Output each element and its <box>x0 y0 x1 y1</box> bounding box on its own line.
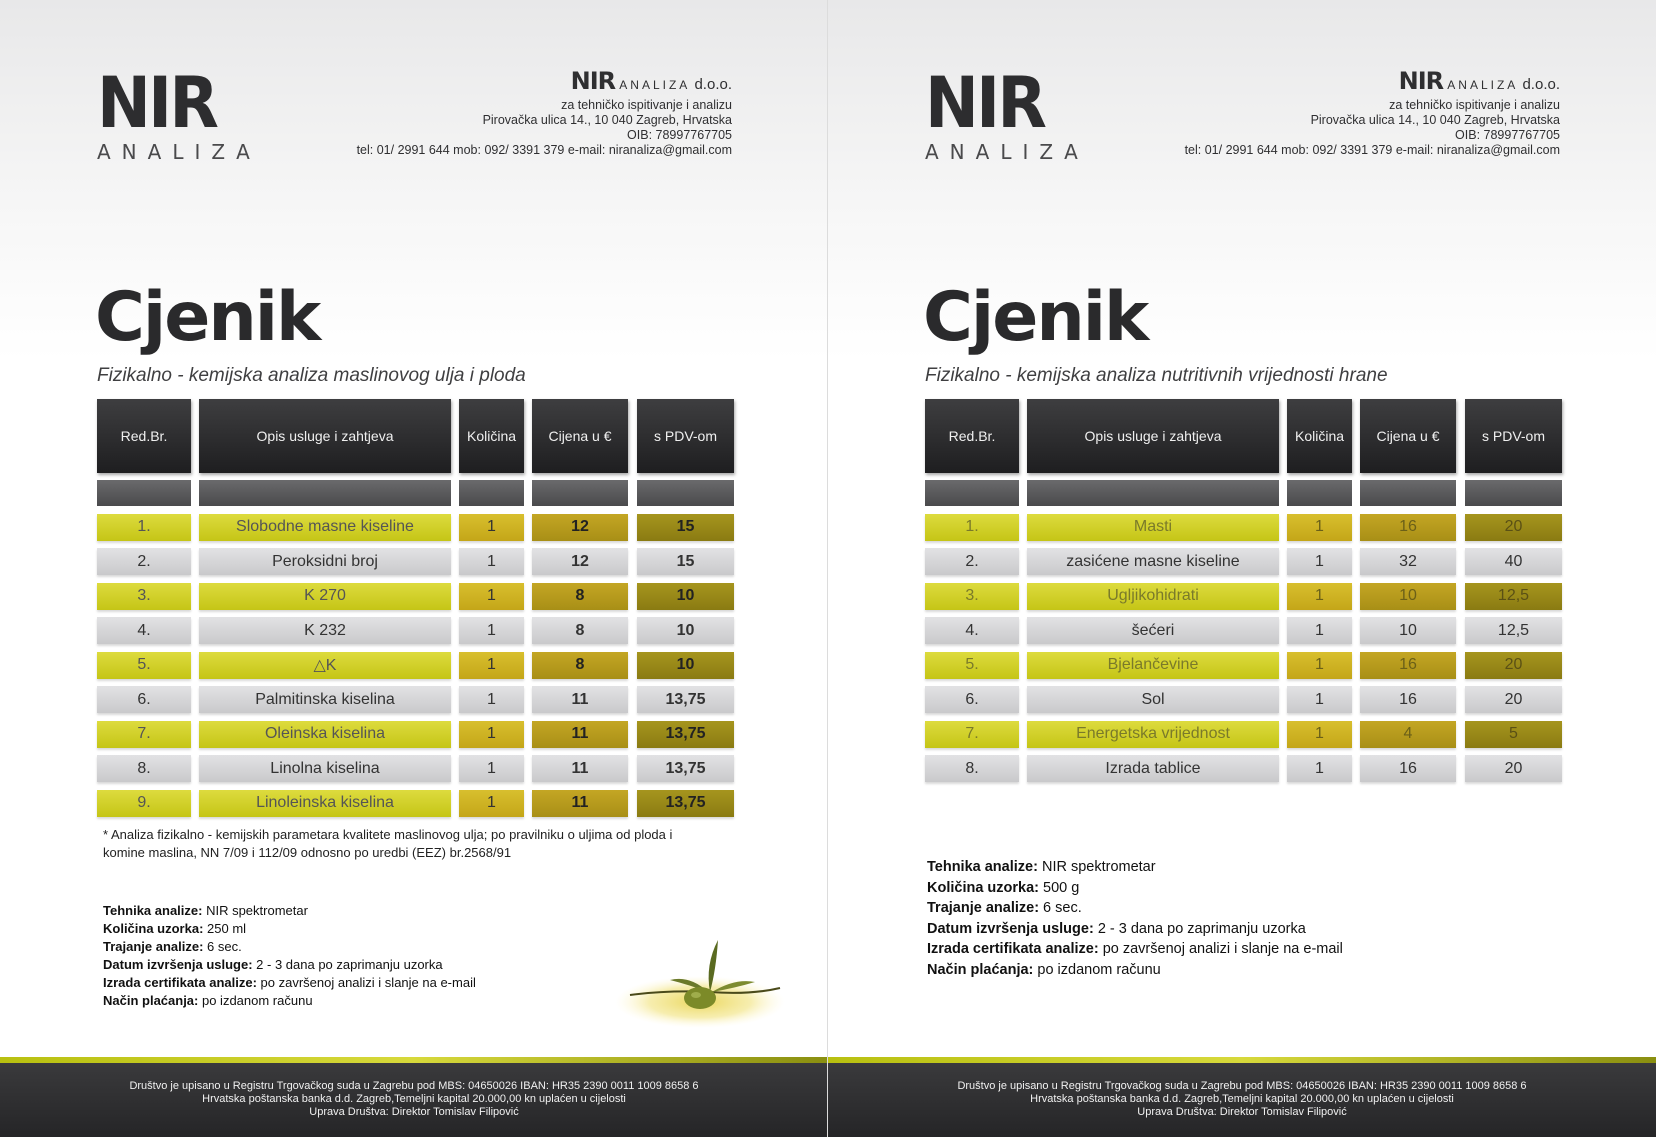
table-row <box>97 755 734 782</box>
cell-quantity: 1 <box>459 652 524 679</box>
company-name: NIR ANALIZA d.o.o. <box>1398 67 1560 95</box>
cell-number: 5. <box>925 652 1019 679</box>
cell-price-vat: 5 <box>1465 721 1562 748</box>
logo-sub: ANALIZA <box>925 140 1089 164</box>
cell-number: 3. <box>925 583 1019 610</box>
cell-price: 8 <box>532 652 628 679</box>
price-table <box>925 399 1562 782</box>
cell-price-vat: 13,75 <box>637 686 734 713</box>
cell-description: šećeri <box>1027 617 1279 644</box>
cell-price-vat: 20 <box>1465 652 1562 679</box>
cell-number: 8. <box>97 755 191 782</box>
cell-number: 9. <box>97 790 191 817</box>
logo-sub: ANALIZA <box>97 140 261 164</box>
table-row <box>97 583 734 610</box>
cell-price-vat: 13,75 <box>637 790 734 817</box>
cell-price: 12 <box>532 548 628 575</box>
cell-price-vat: 10 <box>637 652 734 679</box>
info-line: Tehnika analize: NIR spektrometar <box>927 859 1156 875</box>
company-contact: tel: 01/ 2991 644 mob: 092/ 3391 379 e-mail: niranaliza@gmail.com <box>1184 143 1560 157</box>
header-redbr: Red.Br. <box>925 399 1019 473</box>
cell-price: 4 <box>1360 721 1456 748</box>
cell-description: K 270 <box>199 583 451 610</box>
cell-price: 11 <box>532 721 628 748</box>
info-line: Datum izvršenja usluge: 2 - 3 dana po zaprimanju uzorka <box>103 957 443 972</box>
cell-description: Energetska vrijednost <box>1027 721 1279 748</box>
cell-quantity: 1 <box>1287 721 1352 748</box>
cell-price: 10 <box>1360 617 1456 644</box>
cell-price: 8 <box>532 583 628 610</box>
cell-description: K 232 <box>199 617 451 644</box>
header-kolicina: Količina <box>459 399 524 473</box>
table-row <box>925 514 1562 541</box>
cell-price: 12 <box>532 514 628 541</box>
cell-price-vat: 12,5 <box>1465 583 1562 610</box>
price-table <box>97 399 734 817</box>
cell-price-vat: 40 <box>1465 548 1562 575</box>
cell-quantity: 1 <box>459 790 524 817</box>
cell-price-vat: 20 <box>1465 755 1562 782</box>
cell-description: Ugljikohidrati <box>1027 583 1279 610</box>
table-row <box>925 721 1562 748</box>
info-line: Način plaćanja: po izdanom računu <box>927 961 1161 978</box>
table-row <box>97 686 734 713</box>
cell-price-vat: 12,5 <box>1465 617 1562 644</box>
footnote-line1: * Analiza fizikalno - kemijskih parametara kvalitete maslinovog ulja; po pravilniku o uljima od ploda i <box>103 827 673 842</box>
page-subtitle: Fizikalno - kemijska analiza nutritivnih vrijednosti hrane <box>925 365 1388 386</box>
info-line: Količina uzorka: 250 ml <box>103 921 247 936</box>
cell-price: 11 <box>532 686 628 713</box>
company-line1: za tehničko ispitivanje i analizu <box>1389 98 1560 112</box>
page-title: Cjenik <box>923 278 1148 357</box>
cell-quantity: 1 <box>459 721 524 748</box>
olive-illustration <box>610 930 790 1040</box>
nir-logo <box>925 62 1089 164</box>
company-address: Pirovačka ulica 14., 10 040 Zagreb, Hrvatska <box>1310 113 1560 127</box>
cell-number: 4. <box>925 617 1019 644</box>
company-contact: tel: 01/ 2991 644 mob: 092/ 3391 379 e-mail: niranaliza@gmail.com <box>356 143 732 157</box>
cell-number: 2. <box>925 548 1019 575</box>
cell-price: 8 <box>532 617 628 644</box>
cell-quantity: 1 <box>459 755 524 782</box>
header-opis: Opis usluge i zahtjeva <box>199 399 451 473</box>
header-pdv: s PDV-om <box>1465 399 1562 473</box>
cell-price-vat: 10 <box>637 583 734 610</box>
company-info <box>357 68 732 158</box>
cell-description: Oleinska kiselina <box>199 721 451 748</box>
table-row <box>97 514 734 541</box>
header-kolicina: Količina <box>1287 399 1352 473</box>
footer-line3: Uprava Društva: Direktor Tomislav Filipović <box>309 1106 519 1118</box>
footer-line3: Uprava Društva: Direktor Tomislav Filipović <box>1137 1106 1347 1118</box>
analysis-info <box>103 902 476 1010</box>
right-page <box>828 0 1656 1137</box>
nir-logo <box>97 62 261 164</box>
cell-description: Masti <box>1027 514 1279 541</box>
table-row <box>925 617 1562 644</box>
company-address: Pirovačka ulica 14., 10 040 Zagreb, Hrvatska <box>482 113 732 127</box>
footer-line2: Hrvatska poštanska banka d.d. Zagreb,Temeljni kapital 20.000,00 kn uplaćen u cijelosti <box>1030 1093 1454 1105</box>
cell-description: Palmitinska kiselina <box>199 686 451 713</box>
cell-number: 1. <box>97 514 191 541</box>
cell-price: 16 <box>1360 514 1456 541</box>
company-oib: OIB: 78997767705 <box>1455 128 1560 142</box>
header-cijena: Cijena u € <box>1360 399 1456 473</box>
cell-description: Bjelančevine <box>1027 652 1279 679</box>
info-line: Trajanje analize: 6 sec. <box>927 900 1082 916</box>
info-line: Tehnika analize: NIR spektrometar <box>103 903 308 918</box>
page-divider <box>827 0 828 1137</box>
page-title: Cjenik <box>95 278 320 357</box>
cell-price: 32 <box>1360 548 1456 575</box>
info-line: Trajanje analize: 6 sec. <box>103 939 242 954</box>
analysis-info <box>927 857 1343 980</box>
cell-quantity: 1 <box>459 514 524 541</box>
info-line: Izrada certifikata analize: po završenoj analizi i slanje na e-mail <box>927 941 1343 957</box>
cell-number: 6. <box>925 686 1019 713</box>
logo-main: NIR <box>925 62 1045 144</box>
company-line1: za tehničko ispitivanje i analizu <box>561 98 732 112</box>
table-header <box>97 399 734 473</box>
cell-quantity: 1 <box>459 548 524 575</box>
table-row <box>97 721 734 748</box>
cell-price-vat: 13,75 <box>637 755 734 782</box>
cell-quantity: 1 <box>1287 686 1352 713</box>
header-pdv: s PDV-om <box>637 399 734 473</box>
table-row <box>925 652 1562 679</box>
table-row <box>925 686 1562 713</box>
header-opis: Opis usluge i zahtjeva <box>1027 399 1279 473</box>
cell-price: 16 <box>1360 686 1456 713</box>
cell-quantity: 1 <box>459 686 524 713</box>
cell-price: 16 <box>1360 652 1456 679</box>
cell-description: Linolna kiselina <box>199 755 451 782</box>
cell-number: 2. <box>97 548 191 575</box>
footer-line1: Društvo je upisano u Registru Trgovačkog suda u Zagrebu pod MBS: 04650026 IBAN: HR35 2390 0011 1009 8658 6 <box>129 1080 699 1092</box>
company-oib: OIB: 78997767705 <box>627 128 732 142</box>
cell-quantity: 1 <box>1287 583 1352 610</box>
cell-price: 11 <box>532 755 628 782</box>
info-line: Količina uzorka: 500 g <box>927 879 1080 896</box>
footer <box>828 1063 1656 1137</box>
cell-number: 7. <box>925 721 1019 748</box>
table-row <box>97 617 734 644</box>
cell-description: Slobodne masne kiseline <box>199 514 451 541</box>
cell-description: Peroksidni broj <box>199 548 451 575</box>
cell-quantity: 1 <box>459 617 524 644</box>
cell-price-vat: 20 <box>1465 514 1562 541</box>
header-redbr: Red.Br. <box>97 399 191 473</box>
table-row <box>97 548 734 575</box>
cell-price-vat: 10 <box>637 617 734 644</box>
info-line: Način plaćanja: po izdanom računu <box>103 993 313 1008</box>
cell-price-vat: 20 <box>1465 686 1562 713</box>
company-name: NIR ANALIZA d.o.o. <box>570 67 732 95</box>
page-subtitle: Fizikalno - kemijska analiza maslinovog ulja i ploda <box>97 365 526 386</box>
footnote <box>103 826 723 862</box>
footer <box>0 1063 828 1137</box>
table-row <box>97 652 734 679</box>
info-line: Datum izvršenja usluge: 2 - 3 dana po zaprimanju uzorka <box>927 920 1306 937</box>
table-row <box>925 548 1562 575</box>
table-row <box>925 755 1562 782</box>
cell-description: Izrada tablice <box>1027 755 1279 782</box>
cell-number: 8. <box>925 755 1019 782</box>
cell-number: 5. <box>97 652 191 679</box>
table-header <box>925 399 1562 473</box>
table-row <box>925 583 1562 610</box>
cell-price-vat: 13,75 <box>637 721 734 748</box>
cell-number: 7. <box>97 721 191 748</box>
company-info <box>1185 68 1560 158</box>
cell-number: 6. <box>97 686 191 713</box>
cell-price-vat: 15 <box>637 514 734 541</box>
cell-description: △K <box>199 652 451 679</box>
cell-number: 1. <box>925 514 1019 541</box>
info-line: Izrada certifikata analize: po završenoj analizi i slanje na e-mail <box>103 975 476 990</box>
cell-description: Sol <box>1027 686 1279 713</box>
cell-quantity: 1 <box>1287 652 1352 679</box>
header-stripe <box>97 480 734 506</box>
cell-quantity: 1 <box>1287 548 1352 575</box>
cell-quantity: 1 <box>1287 755 1352 782</box>
cell-price: 10 <box>1360 583 1456 610</box>
cell-quantity: 1 <box>1287 514 1352 541</box>
cell-description: Linoleinska kiselina <box>199 790 451 817</box>
cell-number: 4. <box>97 617 191 644</box>
header-stripe <box>925 480 1562 506</box>
logo-main: NIR <box>97 62 217 144</box>
cell-price: 16 <box>1360 755 1456 782</box>
cell-price-vat: 15 <box>637 548 734 575</box>
header-cijena: Cijena u € <box>532 399 628 473</box>
cell-quantity: 1 <box>459 583 524 610</box>
footnote-line2: komine maslina, NN 7/09 i 112/09 odnosno po uredbi (EEZ) br.2568/91 <box>103 845 512 860</box>
cell-number: 3. <box>97 583 191 610</box>
cell-description: zasićene masne kiseline <box>1027 548 1279 575</box>
footer-line1: Društvo je upisano u Registru Trgovačkog suda u Zagrebu pod MBS: 04650026 IBAN: HR35 2390 0011 1009 8658 6 <box>957 1080 1527 1092</box>
footer-line2: Hrvatska poštanska banka d.d. Zagreb,Temeljni kapital 20.000,00 kn uplaćen u cijelosti <box>202 1093 626 1105</box>
cell-price: 11 <box>532 790 628 817</box>
table-row <box>97 790 734 817</box>
cell-quantity: 1 <box>1287 617 1352 644</box>
